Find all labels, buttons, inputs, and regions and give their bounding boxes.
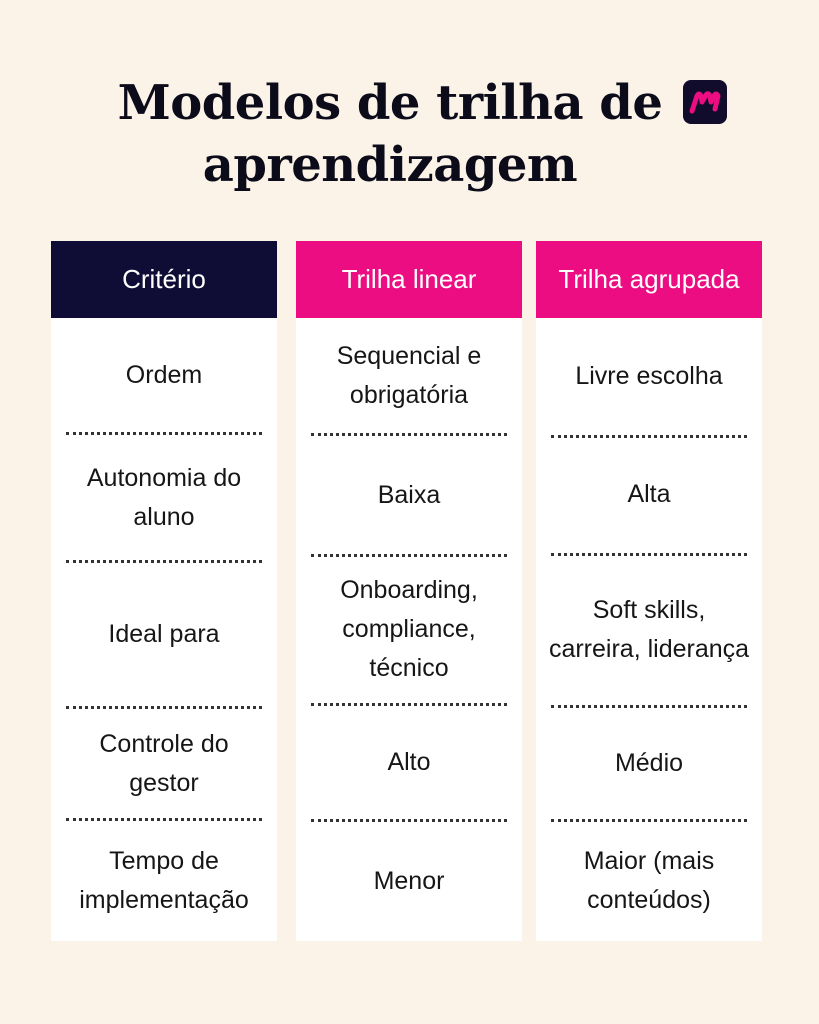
linear-track-column (296, 241, 522, 941)
grouped-cell-ideal-for: Soft skills, carreira, liderança (548, 596, 750, 663)
criteria-column (51, 241, 277, 941)
criteria-cell-time: Tempo de implementação (79, 846, 249, 914)
grouped-cell-time: Maior (mais conteúdos) (583, 847, 715, 914)
grouped-track-header: Trilha agrupada (536, 241, 762, 318)
linear-cell-autonomy: Baixa (377, 480, 441, 509)
linear-cell-time: Menor (373, 866, 445, 895)
grouped-cell-control: Médio (614, 748, 684, 777)
linear-track-header: Trilha linear (296, 241, 522, 318)
criteria-cell-ideal-for: Ideal para (108, 620, 220, 648)
linear-cell-order: Sequencial e obrigatória (336, 341, 482, 409)
grouped-cell-autonomy: Alta (627, 480, 671, 508)
criteria-cell-control: Controle do gestor (99, 730, 229, 797)
criteria-cell-order: Ordem (125, 361, 203, 389)
page-title: Modelos de trilha de aprendizagem (117, 75, 663, 193)
criteria-header: Critério (51, 241, 277, 318)
linear-cell-control: Alto (387, 747, 431, 776)
linear-cell-ideal-for: Onboarding, compliance, técnico (340, 576, 478, 682)
brand-logo-icon (683, 80, 727, 124)
criteria-cell-autonomy: Autonomia do aluno (86, 464, 242, 531)
grouped-cell-order: Livre escolha (575, 362, 723, 390)
grouped-track-column (536, 241, 762, 941)
